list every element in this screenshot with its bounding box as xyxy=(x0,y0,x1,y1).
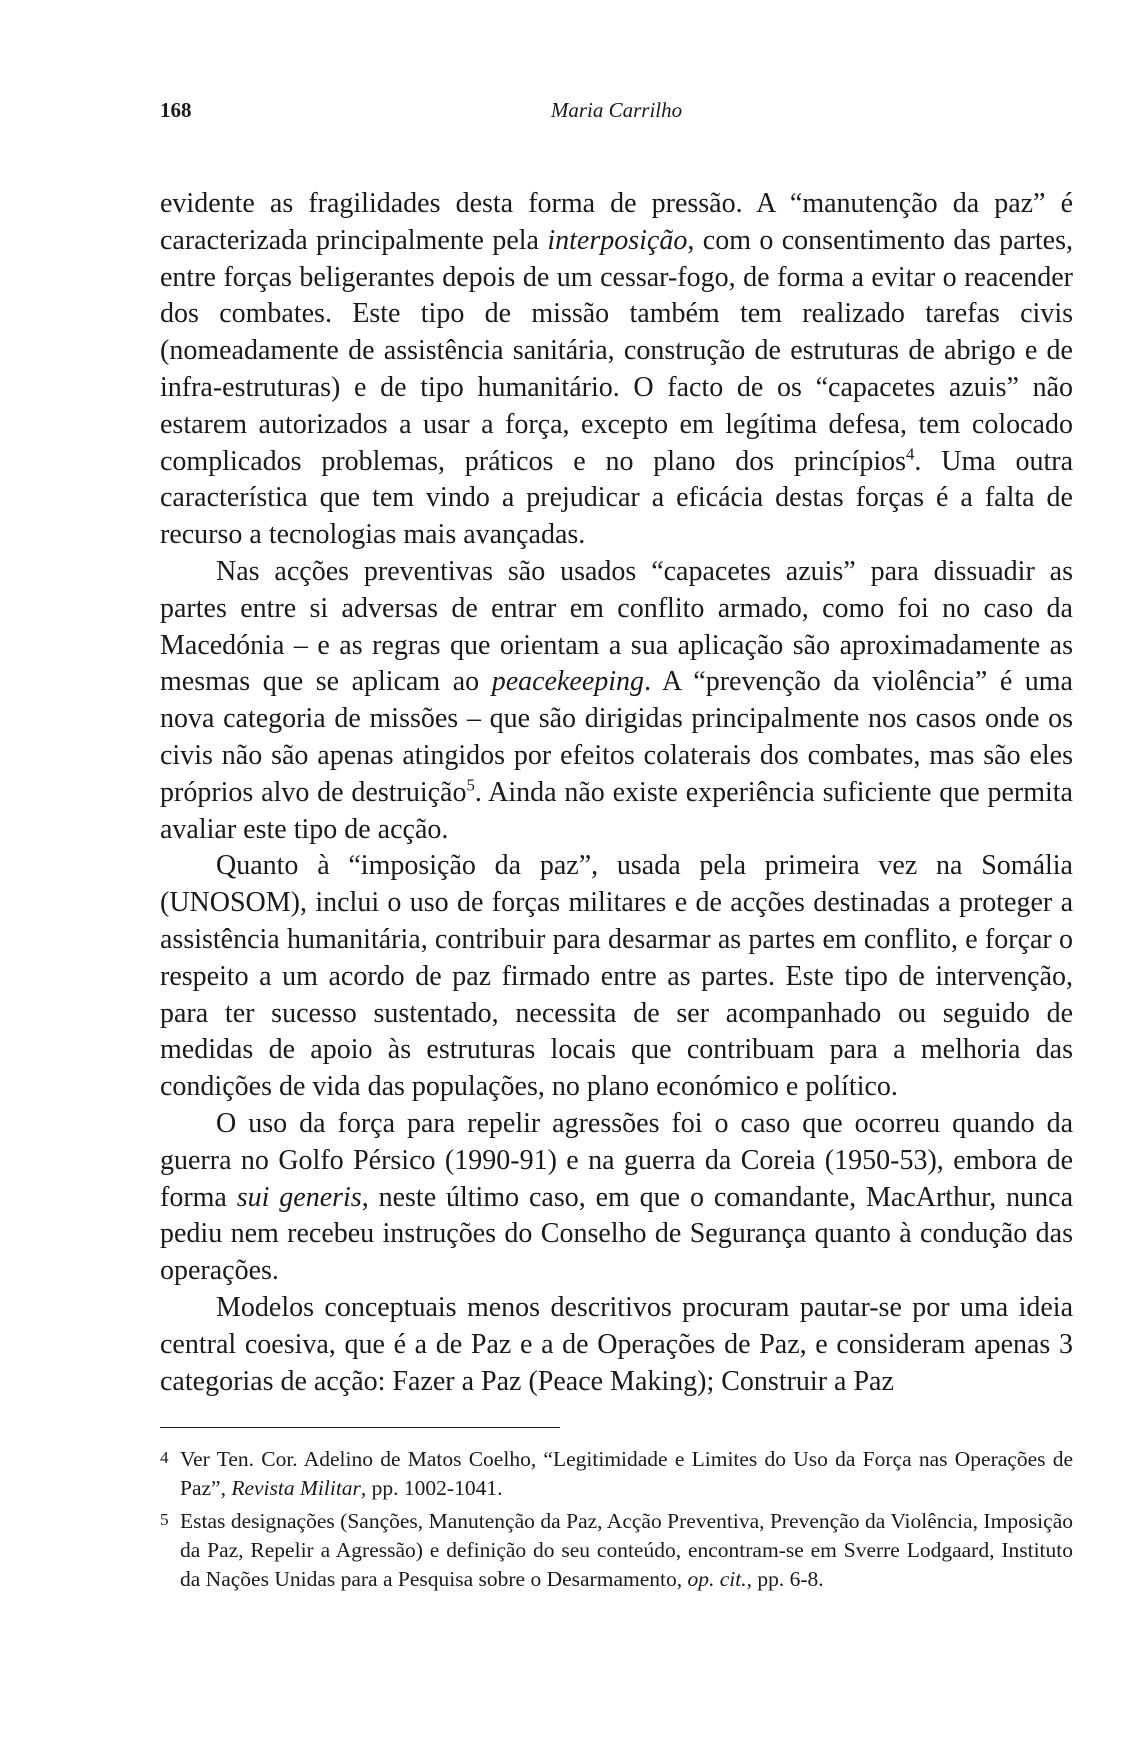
page-number: 168 xyxy=(160,98,192,122)
footnote-separator xyxy=(160,1427,560,1428)
running-head xyxy=(160,98,1073,132)
footnote xyxy=(160,1443,1073,1503)
paragraph xyxy=(160,848,1073,1106)
running-title: Maria Carrilho xyxy=(550,98,683,122)
text-run: evidente as fragilidades desta forma de pressão. A “manutenção da paz” é caracterizada principalmente pela xyxy=(160,188,1073,256)
text-run: . Ainda não existe experiência suficiente que permita avaliar este tipo de acção. xyxy=(160,776,1073,845)
text-run: Nas acções preventivas são usados “capacetes azuis” para dissuadir as partes entre si adversas de entrar em conflito armado, como foi no caso da Macedónia – e as regras que orientam a sua aplicação são aproximadamente as mesmas que se aplicam ao xyxy=(160,555,1073,698)
text-run: , pp. 1002-1041. xyxy=(360,1476,503,1500)
text-run: . A “prevenção da violência” é uma nova categoria de missões – que são dirigidas principalmente nos casos onde os civis não são apenas atingidos por efeitos colaterais dos combates, mas são eles próprios alvo de destruição xyxy=(160,666,1073,808)
footnotes xyxy=(160,1443,1073,1596)
text-run: Estas designações (Sanções, Manutenção da Paz, Acção Preventiva, Prevenção da Violência, Imposição da Paz, Repelir a Agressão) e definição do seu conteúdo, encontram-se em Sverre Lodgaard, Instituto da Nações Unidas para a Pesquisa sobre o Desarmamento, xyxy=(180,1509,1073,1591)
footnote-number: 5 xyxy=(160,1510,169,1529)
text-run: , com o consentimento das partes, entre forças beligerantes depois de um cessar-fogo, de forma a evitar o reacender dos combates. Este tipo de missão também tem realizado tarefas civis (nomeadamente de assistência sanitária, construção de estruturas de abrigo e de infra-estruturas) e de tipo humanitário. O facto de os “capacetes azuis” não estarem autorizados a usar a força, excepto em legítima defesa, tem colocado complicados problemas, práticos e no plano dos princípios xyxy=(160,224,1074,477)
footnote-reference: 5 xyxy=(466,775,475,795)
footnote xyxy=(160,1505,1073,1594)
text-run: Ver Ten. Cor. Adelino de Matos Coelho, “Legitimidade e Limites do Uso da Força nas Operações de Paz”, xyxy=(180,1447,1073,1500)
text-run: Modelos conceptuais menos descritivos procuram pautar-se por uma ideia central coesiva, que é a de Paz e a de Operações de Paz, e consideram apenas 3 categorias de acção: Fazer a Paz (Peace Making); Construir a Paz xyxy=(160,1291,1073,1397)
italic-text: op. cit. xyxy=(687,1567,747,1591)
paragraph xyxy=(160,186,1073,554)
text-run: , neste último caso, em que o comandante, MacArthur, nunca pediu nem recebeu instruções do Conselho de Segurança quanto à condução das operações. xyxy=(160,1181,1073,1287)
body-text xyxy=(160,186,1073,1400)
paragraph xyxy=(160,1106,1073,1290)
italic-text: peacekeeping xyxy=(491,666,645,698)
italic-text: Revista Militar xyxy=(231,1476,361,1500)
text-run: O uso da força para repelir agressões foi o caso que ocorreu quando da guerra no Golfo Pérsico (1990-91) e na guerra da Coreia (1950-53), embora de forma xyxy=(160,1107,1073,1213)
footnote-number: 4 xyxy=(160,1448,169,1467)
italic-text: interposição xyxy=(547,224,688,256)
italic-text: sui generis xyxy=(236,1181,362,1213)
paragraph xyxy=(160,554,1073,848)
paragraph xyxy=(160,1290,1073,1400)
footnote-reference: 4 xyxy=(906,444,915,464)
text-run: , pp. 6-8. xyxy=(746,1567,824,1591)
text-run: . Uma outra característica que tem vindo a prejudicar a eficácia destas forças é a falta de recurso a tecnologias mais avançadas. xyxy=(160,445,1073,551)
text-run: Quanto à “imposição da paz”, usada pela primeira vez na Somália (UNOSOM), inclui o uso de forças militares e de acções destinadas a proteger a assistência humanitária, contribuir para desarmar as partes em conflito, e forçar o respeito a um acordo de paz firmado entre as partes. Este tipo de intervenção, para ter sucesso sustentado, necessita de ser acompanhado ou seguido de medidas de apoio às estruturas locais que contribuam para a melhoria das condições de vida das populações, no plano económico e político. xyxy=(160,850,1073,1103)
